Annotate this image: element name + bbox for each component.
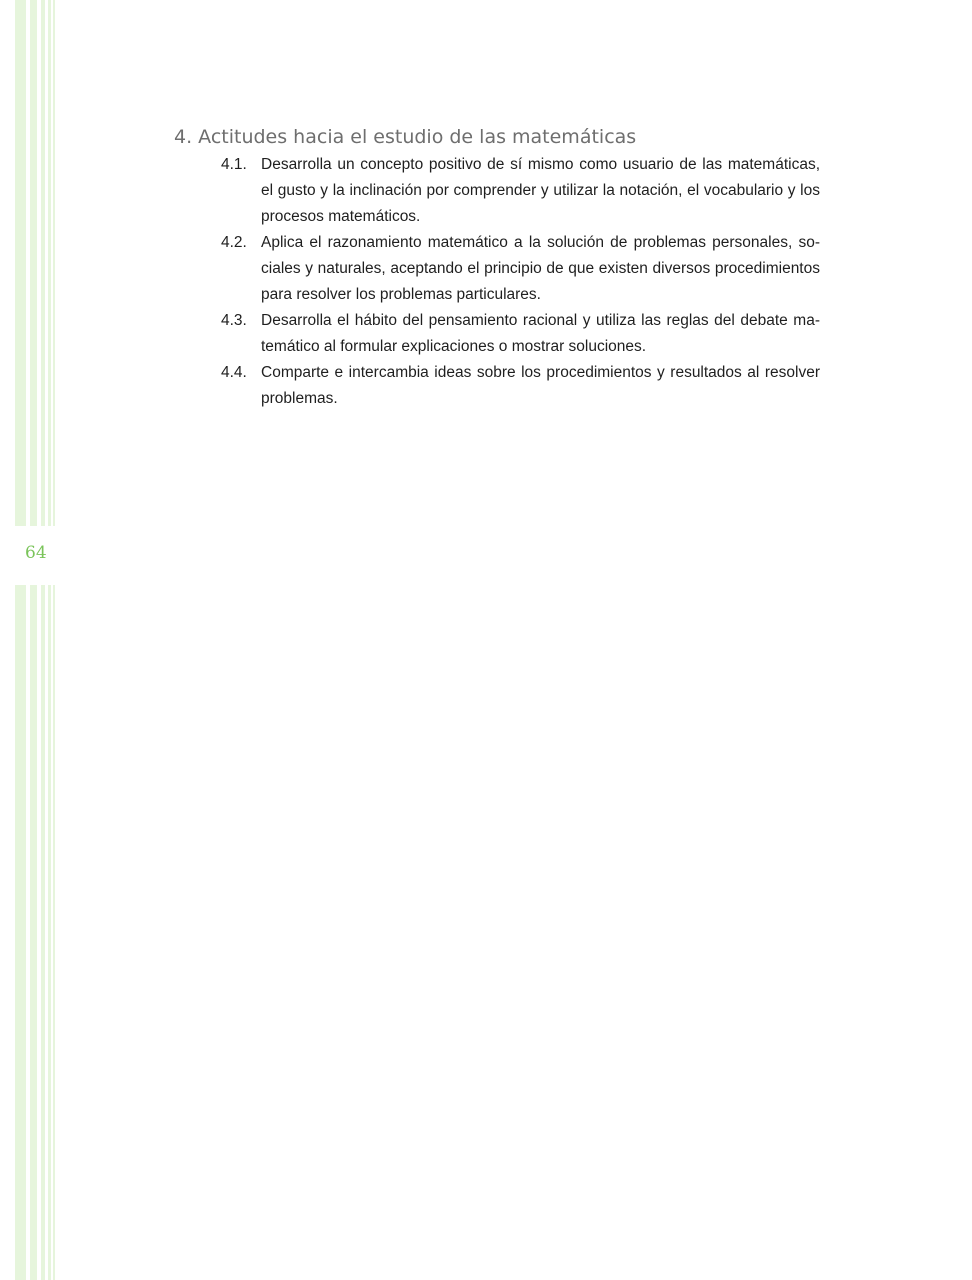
margin-stripe: [41, 585, 45, 1280]
item-number: 4.1.: [221, 156, 247, 173]
list-item: [174, 360, 834, 412]
list-item: [174, 308, 834, 360]
item-text: Comparte e intercambia ideas sobre los procedimientos y resultados al resolver problemas.: [261, 364, 820, 407]
margin-stripe: [48, 0, 51, 526]
list-item: [174, 230, 834, 308]
margin-stripe: [15, 0, 26, 526]
objectives-list: [174, 152, 834, 412]
page-number: 64: [25, 543, 47, 563]
margin-stripe: [53, 0, 55, 526]
margin-stripe: [30, 585, 37, 1280]
item-number: 4.2.: [221, 234, 247, 251]
list-item: [174, 152, 834, 230]
item-text: Aplica el razonamiento matemático a la solución de problemas personales, sociales y naturales, aceptando el principio de que existen diversos procedimientos para resolver los problemas particulares.: [261, 234, 820, 303]
section-title: 4. Actitudes hacia el estudio de las matemáticas: [174, 126, 637, 148]
margin-stripe: [41, 0, 45, 526]
margin-stripe: [30, 0, 37, 526]
margin-stripe: [48, 585, 51, 1280]
item-text: Desarrolla un concepto positivo de sí mismo como usuario de las matemáticas, el gusto y la inclinación por comprender y utilizar la notación, el vocabulario y los procesos matemáticos.: [261, 156, 820, 225]
item-number: 4.4.: [221, 364, 247, 381]
item-number: 4.3.: [221, 312, 247, 329]
margin-stripe: [53, 585, 55, 1280]
page-content: [174, 124, 834, 412]
item-text: Desarrolla el hábito del pensamiento racional y utiliza las reglas del debate matemático al formular explicaciones o mostrar soluciones.: [261, 312, 820, 355]
margin-stripe: [15, 585, 26, 1280]
